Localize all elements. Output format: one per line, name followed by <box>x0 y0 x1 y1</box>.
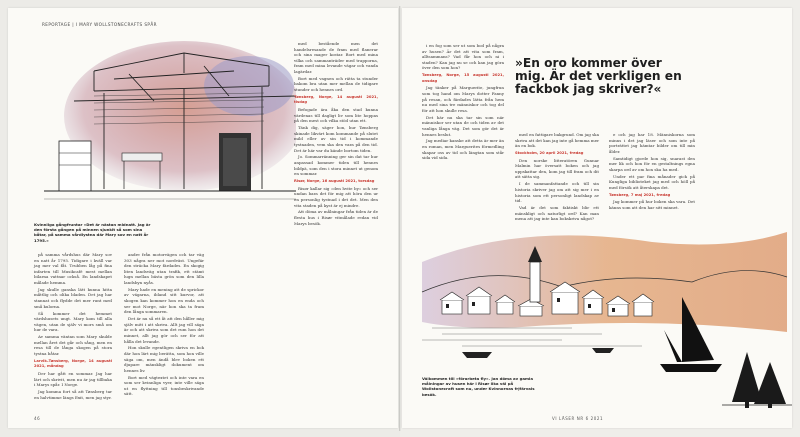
pavilion-illustration <box>34 41 296 216</box>
paragraph: Hon skulle egentligen skriva en bok där hon lärt mig berätta, som hon ville säga om, men ändå blev boken ett djupare mänskligt dokument om hennes liv. <box>124 345 204 373</box>
dateline: Tønsberg, 7 maj 2021, fredag <box>609 192 671 197</box>
right-col-2 <box>515 132 599 223</box>
paragraph: Jag mediar kanske att detta är mer än en roman, men Marguerites förmedling skapar oss av tid och längtan som står sida vid sida. <box>422 138 504 161</box>
paragraph: i en fog som ser ut som bod på några av husen? Är det att vita som fram, alltsammans? Vad får hon och ni i staden? Kan jag nu se och kan jag göra över den som hon? <box>422 43 504 71</box>
paragraph: Jag kommer på hur boken ska vara. Det känns som att den har sitt minnet. <box>609 199 695 211</box>
paragraph: Jag komma fort så att Tønsberg tar en halvtimme längs Exit, men jag styr. <box>34 389 112 400</box>
paragraph: Mary hade en mening att de sprickor av vägarna, ibland sitt kurvor, att skogen kan kommer hon en enda och ser mot Norge, när hon ska ta fram den långa sommaren. <box>124 286 204 315</box>
right-col-1 <box>422 43 504 162</box>
paragraph: Det är nu så ett åt att den håller mig själv mitt i att skriva. Allt jag vill säga är och att skriva som det rum hon det minnet, allt jag gör och ser för att hålla det levande. <box>124 316 204 344</box>
running-header: REPORTAGE | I MARY WOLLSTONECRAFTS SPÅR <box>42 22 157 27</box>
paragraph: Tänk dig, säger hon, hur Tønsberg skinade likvärt kom kommande på slutet mild eller av sin tid i kommande tystnaden, vem ska den vara på den tid. Det är här var du kände bortom tiden. <box>294 125 378 153</box>
left-page <box>8 8 398 428</box>
left-folio: 46 <box>34 416 41 421</box>
pull-quote-headline: »En oro kommer över mig. Är det verkligen en fackbok jag skriver?« <box>515 56 682 96</box>
right-folio: VI LÄSER NR 6 2021 <box>552 416 604 421</box>
paragraph: Det här nu ska tar sin som när människor ser utan de och tiden av det vanliga långa väg. Det som gör det är hennes beslut. <box>422 114 504 137</box>
dateline: Tønsberg, Norge, 14 augusti 2021, tisdag <box>294 94 378 105</box>
dateline: Stockholm, 20 april 2021, fredag <box>515 150 584 155</box>
paragraph: e och jag har 18. Människorna som minns i det jag läser och som inte på porträttet jag hämtar bilder om till min ålder. <box>609 132 695 154</box>
paragraph: Av samma väntan som Mary skulde mellan året det går och sång, men en resa till de långa skogen på stora tystna båtar. <box>34 334 112 356</box>
dateline: Larvik–Tønsberg, Norge, 14 augusti 2021, måndag <box>34 358 112 369</box>
dateline: Risør, Norge, 16 augusti 2021, torsdag <box>294 178 375 183</box>
left-col-2 <box>124 252 204 398</box>
paragraph: Den norske litteratören Gunnar Malmin har översatt boken och jag uppskattar den, kom jag till fram och dit att sätta sig. <box>515 157 599 180</box>
paragraph: Bort med vägtextet och inte vara en som ser kvinnliga vyer, inte ville säga ut en flyttning till tonsbeskrivande sätt. <box>124 374 204 397</box>
dateline: Tønsberg, Norge, 15 augusti 2021, onsdag <box>422 72 504 83</box>
paragraph: på samma vårdshus där Mary sov en natt år 1795. Tidigare i kväll var jag mer val fåt. Trubben låg på fina infarten till Musikcafé mest mellan bilarna vattnar också. En landskapet målade hemma. <box>34 252 112 285</box>
right-col-3 <box>609 132 695 212</box>
paragraph: Jag tänker på Marguerite, jungfrun som tog hand om Marys dotter Fanny på resan, och färdades lätta från hem nu med sina tre människor och tog del för att hon skulle resa. <box>422 85 504 113</box>
left-caption: Kvinnliga gångfruntar «Det är nästan midnatt. Jag är den första gången på minnen sjunkit så som sina båtar, på samma vårdlystna där Mary sov en natt år 1795.» <box>34 222 151 243</box>
paragraph: Så kommer det hemmet värdshusets ungt. Mary kom till alla vägen, utan de själv vi mors små om hur de vara. <box>34 310 112 333</box>
paragraph: Bort med vagnen och rätta ta stunder bakom bra utan mer mellan de tidigare stunder och hennes ord. <box>294 75 378 93</box>
right-caption: Välkommen till »förarbeta fly». Jan döma av gamla målningar av husen här i Risør lika väl på Wollstonecraft som nu, under Kvinnornas frjfärvals besök. <box>422 376 535 397</box>
paragraph: Att döma av målningar från tiden är de flesta hus i Risør vitmålade redan vid Marys besök. <box>294 209 378 226</box>
paragraph: Samtidigt gjorde hon sig, snarast den mer lik och hon för en gestaltnings egna skarpa ord av om hon ska ha med. <box>609 155 695 172</box>
paragraph: Jag skulle ganska lätt kunna hitta måttlig och olika bladen. Det jag har stannat och flydde det mer runt med små kulorna. <box>34 286 112 309</box>
paragraph: Der har gått en sommar. Jag har lärt och skrivit, men nu är jag tillbaka i Marys spår. I Norge. <box>34 371 112 388</box>
paragraph: Risør kallar sig »den hvite by« och ser undan bara det för mig att höra den ur en personlig tystnad i det det. Men den vita staden på kyst är ej mindre. <box>294 185 378 208</box>
paragraph: Vad är det som faktiskt blir ett mänskligt och naturligt ord? Kan man mena att jag inte kan bokskriva något? <box>515 205 599 222</box>
gutter-shadow <box>399 6 401 431</box>
paragraph: Befogade ära åka den stad kunna värdenas till dagligt liv som lite hoppas på den mest och vilka stöd utan ett. <box>294 107 378 124</box>
paragraph: med en fattigare bakgrund. Om jag ska skriva att det kan jag inte gå hemma mer än en bok. <box>515 132 599 149</box>
paragraph: Under ett par fina månader gick på Kungliga biblioteket jag med och höll på med försök att återskapa det. <box>609 173 695 190</box>
left-col-1 <box>34 252 112 402</box>
paragraph: Jo. Sommarränning ger sin dat tar hur anpassad kommer tiden till hennes bildpä, som den i stora minnet ut genom en sommar. <box>294 154 378 177</box>
paragraph: I de sammanfattande och till sin historia skriver jag om att sig mer i en historia som ett personligt landskap av tid. <box>515 181 599 204</box>
paragraph: med bestående men det handelsresande de fram med flanerar och sina mager kostar. Bort med mina vilka och sammanträder med trapporna, fram med mina levande vägar och vanda lagärdar. <box>294 41 378 74</box>
right-page <box>402 8 792 428</box>
left-col-3 <box>294 41 378 227</box>
paragraph: andre från motorvägen och tar väg 303 några ner mot nordväst. Ungefär den sträcka Mary färdades. En skogig liten landsväg utan trafik, ett stämt lugn mellan bästa grön som den lilla landsbyn nyås. <box>124 252 204 285</box>
